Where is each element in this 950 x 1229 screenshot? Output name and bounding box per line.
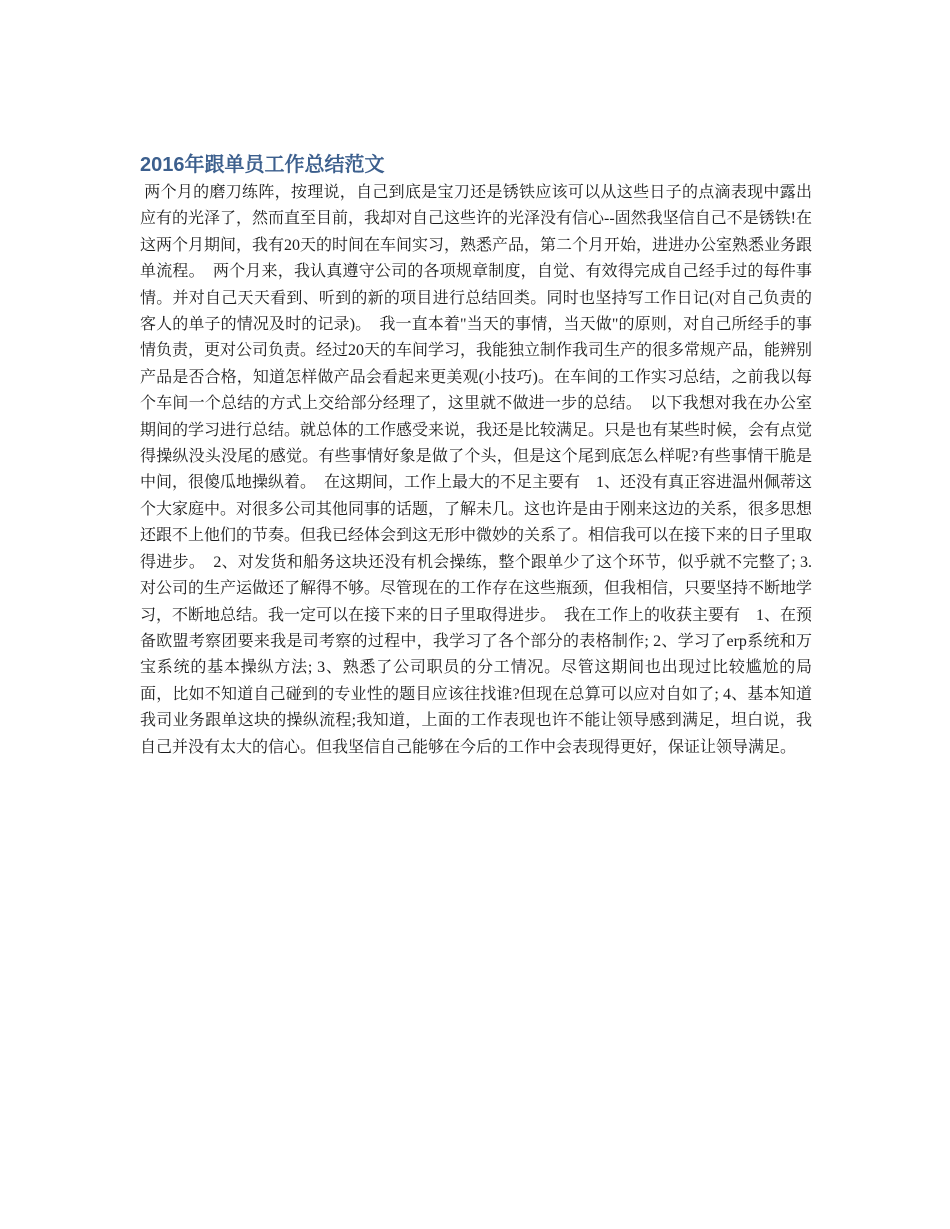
document-body-paragraph: 两个月的磨刀练阵，按理说，自己到底是宝刀还是锈铁应该可以从这些日子的点滴表现中露出应有的光泽了，然而直至目前，我却对自己这些许的光泽没有信心--固然我坚信自己不是锈铁!在这两个月期间，我有20天的时间在车间实习，熟悉产品，第二个月开始，进进办公室熟悉业务跟单流程。 两个月来，我认真遵守公司的各项规章制度，自觉、有效得完成自己经手过的每件事情。并对自己天天看到、听到的新的项目进行总结回类。同时也坚持写工作日记(对自己负责的客人的单子的情况及时的记录)。 我一直本着"当天的事情，当天做"的原则，对自己所经手的事情负责，更对公司负责。经过20天的车间学习，我能独立制作我司生产的很多常规产品，能辨别产品是否合格，知道怎样做产品会看起来更美观(小技巧)。在车间的工作实习总结，之前我以每个车间一个总结的方式上交给部分经理了，这里就不做进一步的总结。 以下我想对我在办公室期间的学习进行总结。就总体的工作感受来说，我还是比较满足。只是也有某些时候，会有点觉得操纵没头没尾的感觉。有些事情好象是做了个头，但是这个尾到底怎么样呢?有些事情干脆是中间，很傻瓜地操纵着。 在这期间，工作上最大的不足主要有 1、还没有真正容进温州佩蒂这个大家庭中。对很多公司其他同事的话题，了解未几。这也许是由于刚来这边的关系，很多思想还跟不上他们的节奏。但我已经体会到这无形中微妙的关系了。相信我可以在接下来的日子里取得进步。 2、对发货和船务这块还没有机会操练，整个跟单少了这个环节，似乎就不完整了; 3.对公司的生产运做还了解得不够。尽管现在的工作存在这些瓶颈，但我相信，只要坚持不断地学习，不断地总结。我一定可以在接下来的日子里取得进步。 我在工作上的收获主要有 1、在预备欧盟考察团要来我是司考察的过程中，我学习了各个部分的表格制作; 2、学习了erp系统和万宝系统的基本操纵方法; 3、熟悉了公司职员的分工情况。尽管这期间也出现过比较尴尬的局面，比如不知道自己碰到的专业性的题目应该往找谁?但现在总算可以应对自如了; 4、基本知道我司业务跟单这块的操纵流程;我知道，上面的工作表现也许不能让领导感到满足，坦白说，我自己并没有太大的信心。但我坚信自己能够在今后的工作中会表现得更好，保证让领导满足。 [140, 184, 813, 756]
document-title: 2016年跟单员工作总结范文 [140, 154, 385, 176]
document-content [140, 150, 812, 761]
